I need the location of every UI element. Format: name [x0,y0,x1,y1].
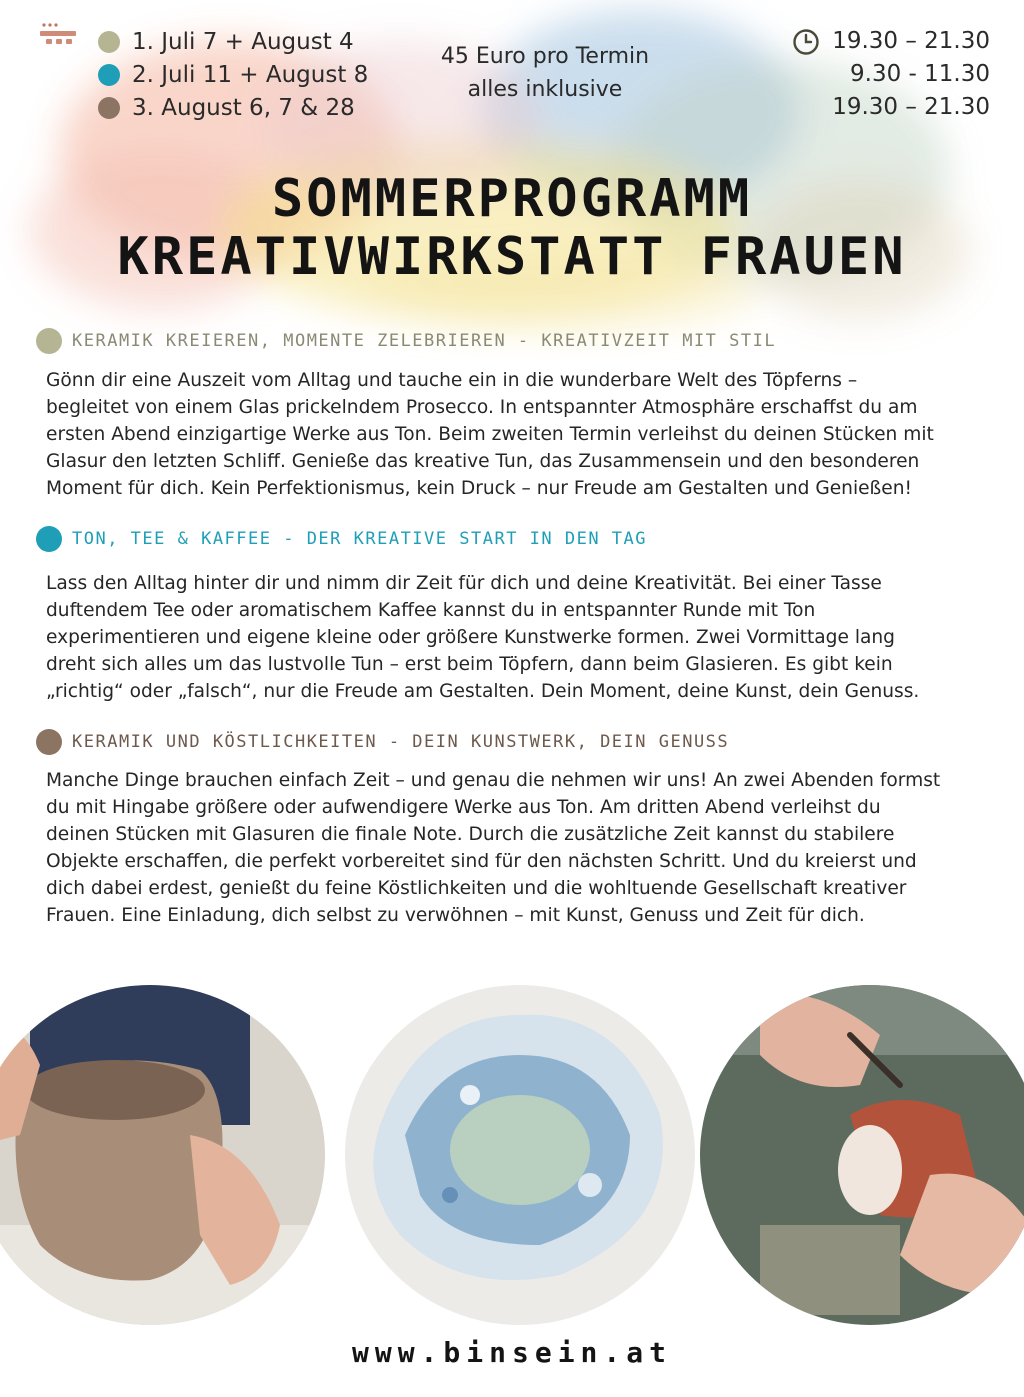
title-line-2: KREATIVWIRKSTATT FRAUEN [117,227,907,287]
schedule-item-3 [98,91,368,124]
section-body-3 [46,767,964,929]
text-line: „richtig“ oder „falsch“, nur die Freude am Gestalten. Dein Moment, deine Kunst, dein Genuss. [46,681,920,702]
text-line: Glasur den letzten Schliff. Genieße das kreative Tun, das Zusammensein und den besonderen [46,451,920,472]
text-line: duftendem Tee oder aromatischem Kaffee kannst du in entspannter Runde mit Ton [46,600,816,621]
photo-clay-pot [0,975,330,1335]
section-title: TON, TEE & KAFFEE - DER KREATIVE START IN DEN TAG [72,529,648,549]
bullet-dot [36,729,62,755]
section-body-2 [46,570,964,705]
schedule-dates [98,25,368,124]
section-title: KERAMIK UND KÖSTLICHKEITEN - DEIN KUNSTWERK, DEIN GENUSS [72,732,730,752]
text-line: du mit Hingabe größere oder aufwendigere Werke aus Ton. Am dritten Abend verleihst du [46,797,881,818]
photo-strip [0,975,1024,1335]
price-note: alles inklusive [467,77,623,102]
text-line: Gönn dir eine Auszeit vom Alltag und tauche ein in die wunderbare Welt des Töpferns – [46,370,858,391]
section-title: KERAMIK KREIEREN, MOMENTE ZELEBRIEREN - KREATIVZEIT MIT STIL [72,331,777,351]
photo-painting-cup [690,975,1024,1335]
text-line: Objekte erschaffen, die perfekt vorbereitet sind für den nächsten Schritt. Und du kreierst und [46,851,917,872]
section-heading-2 [36,524,647,554]
bullet-dot [36,328,62,354]
photo-glazed-bowl [340,975,700,1335]
date-label: 1. Juli 7 + August 4 [132,28,354,55]
date-label: 3. August 6, 7 & 28 [132,94,355,121]
text-line: experimentieren und eigene kleine oder größere Kunstwerke formen. Zwei Vormittage lang [46,627,895,648]
text-line: deinen Stücken mit Glasuren die finale Note. Durch die zusätzliche Zeit kannst du stabilere [46,824,895,845]
schedule-times [800,25,990,124]
bullet-dot [98,97,120,119]
section-heading-1 [36,326,776,356]
schedule-item-1 [98,25,368,58]
title-line-1: SOMMERPROGRAMM [271,169,753,229]
text-line: Frauen. Eine Einladung, dich selbst zu verwöhnen – mit Kunst, Genuss und Zeit für dich. [46,905,865,926]
bullet-dot [98,64,120,86]
section-heading-3 [36,727,729,757]
time-slot: 19.30 – 21.30 [832,94,990,120]
text-line: Manche Dinge brauchen einfach Zeit – und genau die nehmen wir uns! An zwei Abenden formst [46,770,941,791]
website-url[interactable]: www.binsein.at [351,1336,672,1369]
section-body-1 [46,367,964,502]
text-line: begleitet von einem Glas prickelndem Prosecco. In entspannter Atmosphäre erschaffst du am [46,397,918,418]
brand-logo [38,22,78,48]
text-line: Lass den Alltag hinter dir und nimm dir Zeit für dich und deine Kreativität. Bei einer Tasse [46,573,882,594]
bullet-dot [98,31,120,53]
time-slot: 9.30 - 11.30 [850,61,990,87]
text-line: Moment für dich. Kein Perfektionismus, kein Druck – nur Freude am Gestalten und Genießen! [46,478,912,499]
page-title [0,170,1024,286]
text-line: ersten Abend einzigartige Werke aus Ton. Beim zweiten Termin verleihst du deinen Stücken mit [46,424,934,445]
text-line: dreht sich alles um das lustvolle Tun – erst beim Töpfern, dann beim Glasieren. Es gibt kein [46,654,893,675]
date-label: 2. Juli 11 + August 8 [132,61,369,88]
price-info [380,40,710,106]
text-line: dich dabei erdest, genießt du feine Köstlichkeiten und die wohltuende Gesellschaft kreativer [46,878,907,899]
bullet-dot [36,526,62,552]
price-line: 45 Euro pro Termin [440,44,650,69]
time-slot: 19.30 – 21.30 [832,28,990,54]
schedule-item-2 [98,58,368,91]
